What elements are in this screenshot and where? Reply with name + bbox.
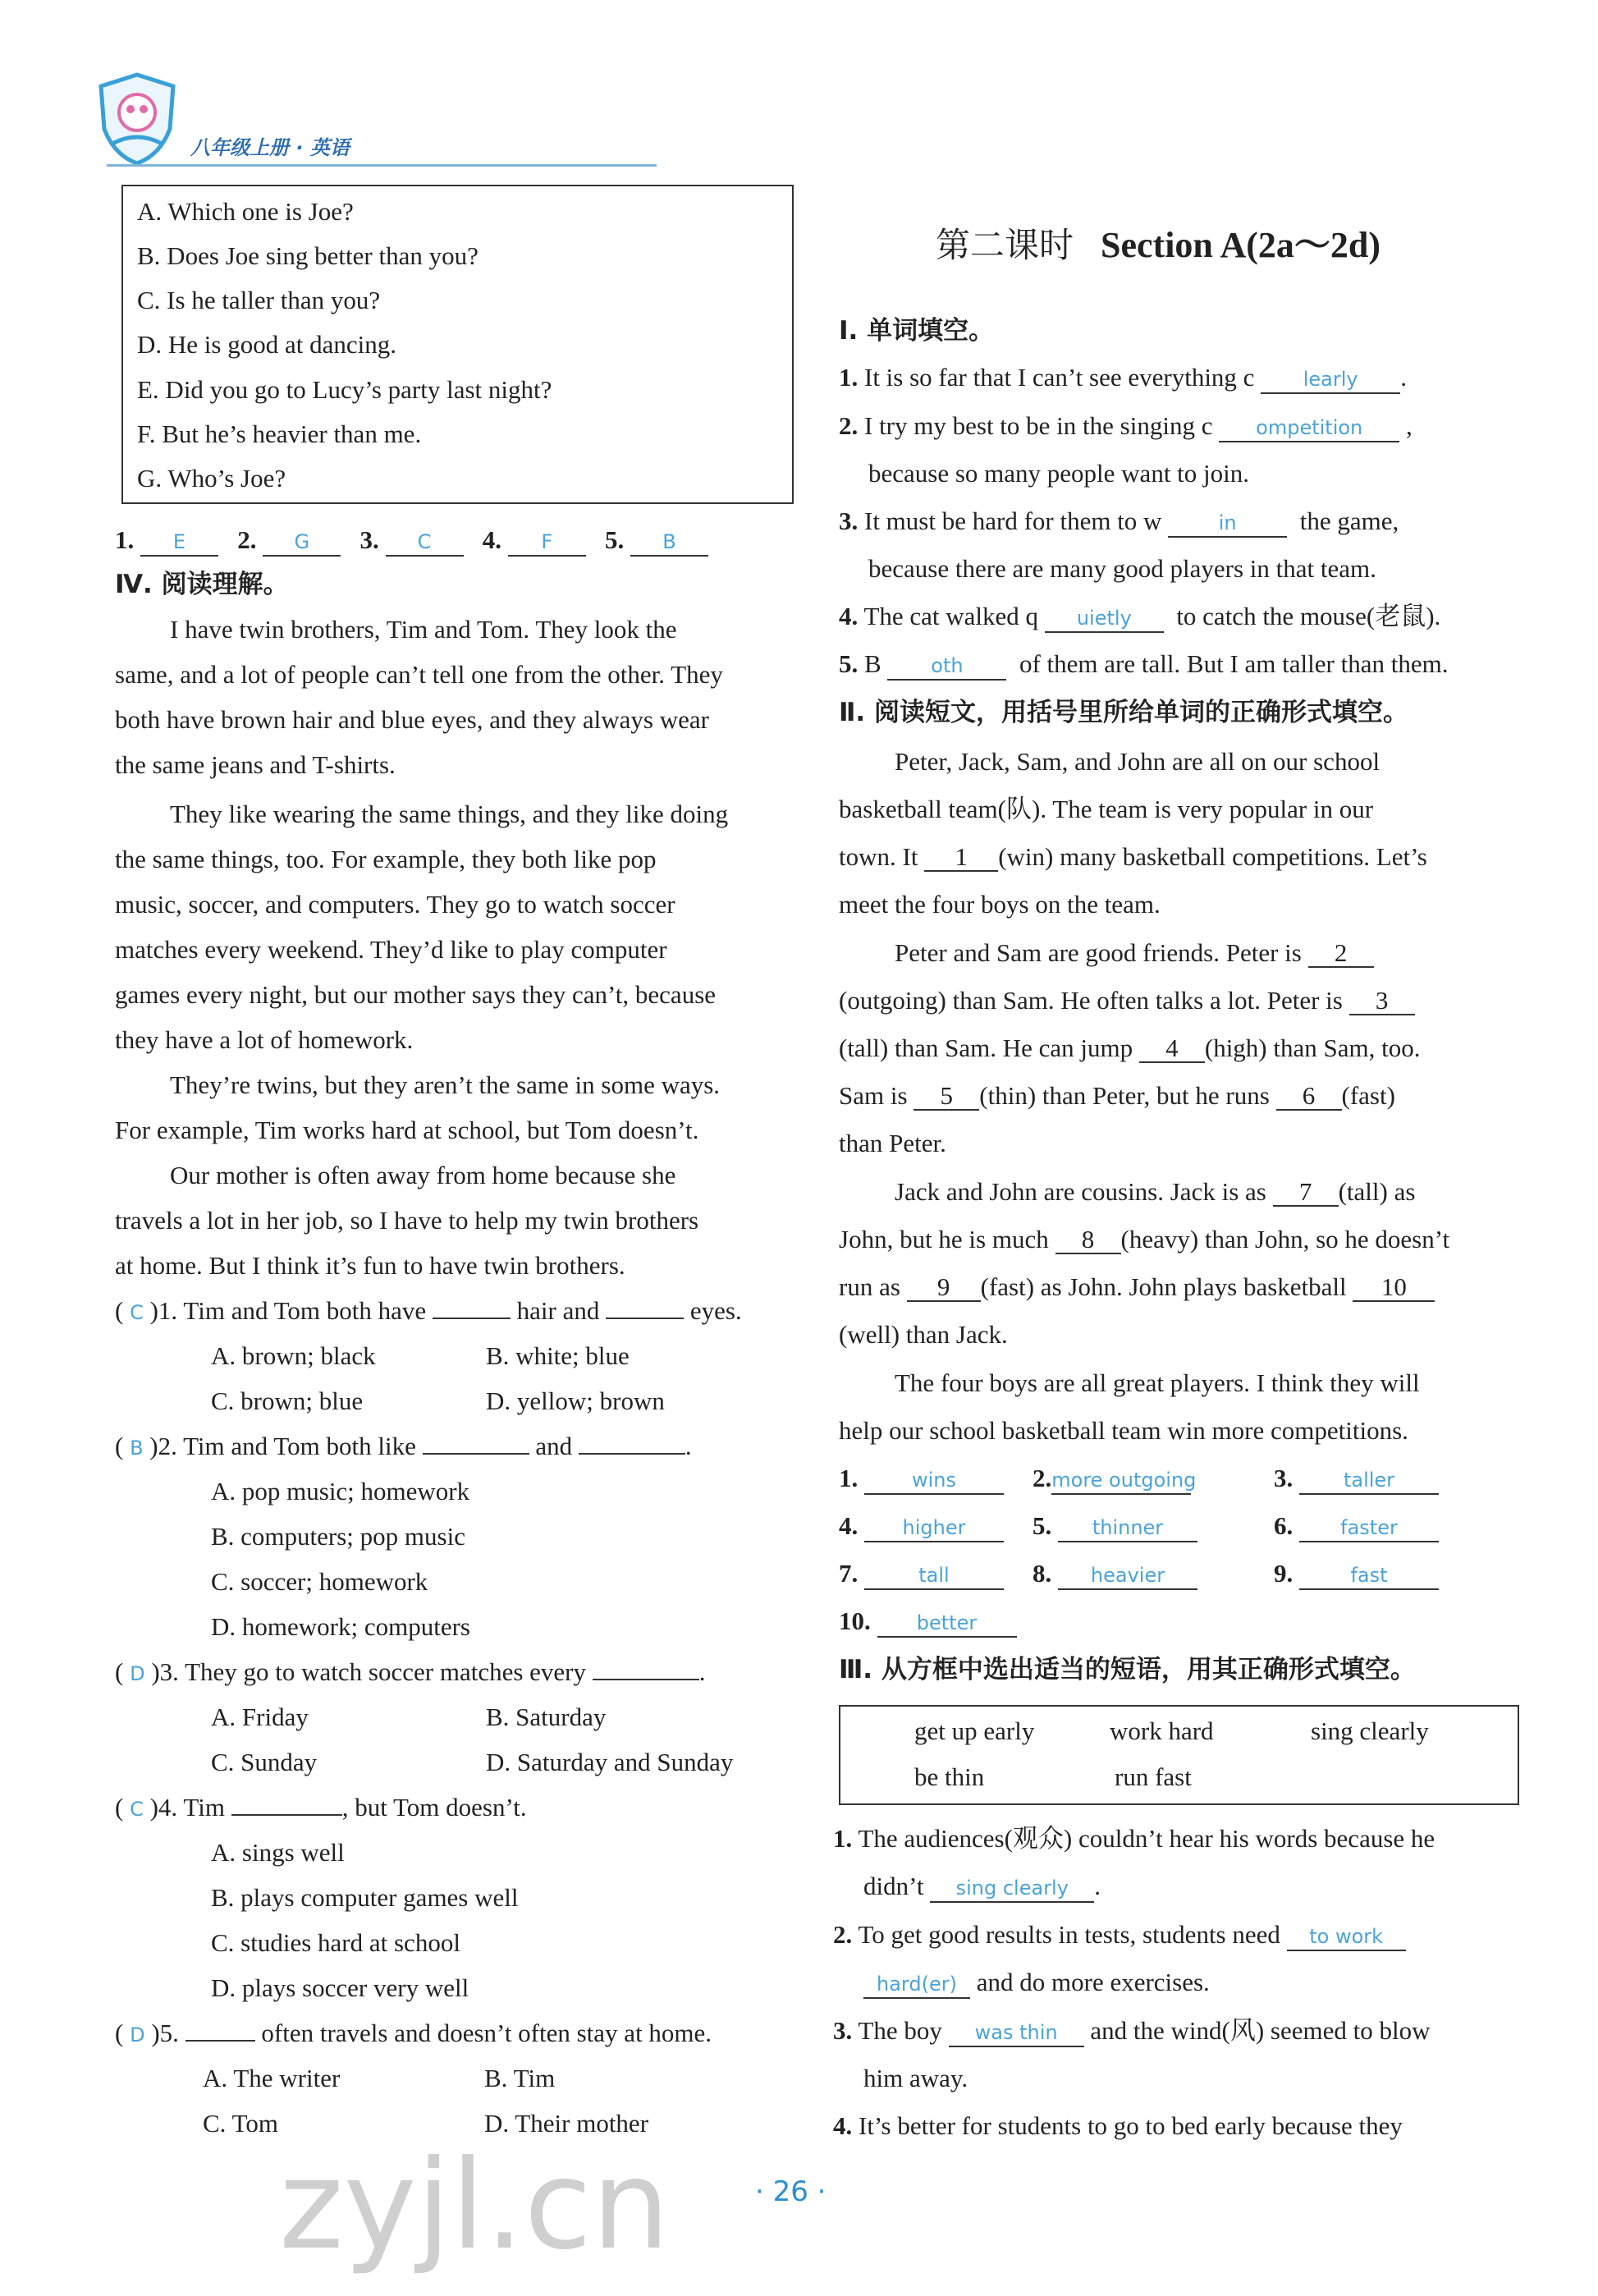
word-blank[interactable]: uietly	[1045, 605, 1164, 633]
s2-line: (outgoing) than Sam. He often talks a lot. Peter is 3	[839, 984, 1415, 1017]
blank[interactable]	[185, 2040, 255, 2042]
answer-blank[interactable]: B	[630, 529, 708, 557]
phrase-blank[interactable]: hard(er)	[863, 1971, 970, 1999]
q4-opt-a: A. sings well	[211, 1838, 345, 1867]
numbered-blank[interactable]: 8	[1055, 1226, 1121, 1254]
answer-choice[interactable]: C	[130, 1798, 144, 1821]
blank[interactable]	[606, 1318, 684, 1319]
question-1: ( C )1. Tim and Tom both have hair and eyes.	[115, 1296, 742, 1325]
q5-opt-a: A. The writer	[203, 2064, 341, 2092]
answers-row: 1. E 2. G 3. C 4. F 5. B	[115, 524, 708, 557]
phrase-item: work hard	[1110, 1716, 1214, 1745]
s2-line: Jack and John are cousins. Jack is as 7 (tall) as	[895, 1177, 1416, 1206]
phrase-item: sing clearly	[1311, 1716, 1429, 1745]
word-blank[interactable]: oth	[887, 653, 1006, 681]
passage-line: They’re twins, but they aren’t the same in some ways.	[170, 1070, 721, 1099]
lesson-title: 第二课时 Section A(2a～2d)	[936, 225, 1381, 265]
q2-opt-a: A. pop music; homework	[211, 1477, 470, 1505]
phrase-item: get up early	[914, 1716, 1035, 1745]
word-blank[interactable]: ompetition	[1219, 415, 1399, 442]
option-f: F. But he’s heavier than me.	[137, 419, 422, 448]
s2-answer-3: 3. taller	[1274, 1462, 1439, 1495]
s1-q3: 3. It must be hard for them to w in the game,	[839, 505, 1399, 538]
q5-opt-b: B. Tim	[484, 2064, 556, 2092]
numbered-blank[interactable]: 9	[907, 1274, 981, 1302]
passage-line: I have twin brothers, Tim and Tom. They look the	[170, 615, 677, 644]
word-blank[interactable]: learly	[1261, 366, 1400, 394]
s2-line: Sam is 5 (thin) than Peter, but he runs 6 (fast)	[839, 1081, 1395, 1110]
s2-line: than Peter.	[839, 1129, 946, 1157]
header-title: 八年级上册 · 英语	[190, 136, 350, 159]
phrase-item: run fast	[1115, 1762, 1192, 1791]
numbered-blank[interactable]: 1	[924, 844, 998, 872]
q3-opt-d: D. Saturday and Sunday	[486, 1748, 734, 1776]
phrase-blank[interactable]: was thin	[949, 2019, 1084, 2047]
passage-line: the same jeans and T-shirts.	[115, 750, 396, 779]
s2-line: run as 9 (fast) as John. John plays basketball 10	[839, 1271, 1435, 1304]
s2-answer-2: 2.more outgoing	[1033, 1462, 1191, 1495]
s2-line: town. It 1 (win) many basketball competitions. Let’s	[839, 842, 1427, 871]
passage-line: They like wearing the same things, and they like doing	[170, 800, 729, 828]
s2-line: meet the four boys on the team.	[839, 890, 1161, 919]
question-2: ( B )2. Tim and Tom both like and .	[115, 1432, 692, 1460]
answer-blank[interactable]: G	[263, 529, 341, 557]
phrase-item: be thin	[914, 1762, 985, 1791]
s2-answer-1: 1. wins	[839, 1462, 1004, 1495]
s1-q5: 5. B oth of them are tall. But I am taller than them.	[839, 648, 1448, 681]
q2-opt-d: D. homework; computers	[211, 1612, 470, 1641]
s2-line: help our school basketball team win more competitions.	[839, 1416, 1408, 1445]
blank[interactable]	[593, 1679, 699, 1680]
q3-opt-c: C. Sunday	[211, 1748, 318, 1776]
s2-line: (tall) than Sam. He can jump 4 (high) than Sam, too.	[839, 1033, 1421, 1062]
answer-choice[interactable]: D	[130, 2023, 145, 2046]
s2-answer-4: 4. higher	[839, 1510, 1004, 1542]
numbered-blank[interactable]: 3	[1349, 988, 1415, 1015]
section3-title: Ⅲ. 从方框中选出适当的短语，用其正确形式填空。	[839, 1655, 1416, 1684]
passage-line: Our mother is often away from home because she	[170, 1161, 676, 1189]
option-d: D. He is good at dancing.	[137, 330, 396, 359]
watermark: zyjl.cn	[279, 2134, 671, 2277]
passage-line: games every night, but our mother says they can’t, because	[115, 980, 717, 1009]
s2-answer-10: 10. better	[839, 1605, 1017, 1638]
answer-blank[interactable]: C	[386, 529, 464, 557]
option-g: G. Who’s Joe?	[137, 464, 286, 493]
q5-opt-d: D. Their mother	[484, 2109, 649, 2138]
q1-opt-c: C. brown; blue	[211, 1386, 364, 1415]
answer-blank[interactable]: E	[140, 529, 218, 557]
numbered-blank[interactable]: 2	[1308, 940, 1374, 968]
q5-opt-c: C. Tom	[203, 2109, 279, 2138]
phrase-blank[interactable]: to work	[1287, 1923, 1406, 1951]
passage-line: travels a lot in her job, so I have to help my twin brothers	[115, 1206, 699, 1235]
answer-blank[interactable]: fast	[1299, 1562, 1439, 1590]
option-c: C. Is he taller than you?	[137, 286, 381, 314]
header-divider	[107, 164, 657, 167]
q4-opt-b: B. plays computer games well	[211, 1883, 519, 1912]
numbered-blank[interactable]: 4	[1139, 1035, 1205, 1063]
question-5: ( D )5. often travels and doesn’t often stay at home.	[115, 2019, 712, 2047]
s2-line: John, but he is much 8 (heavy) than John, so he doesn’t	[839, 1225, 1450, 1253]
page-number: · 26 ·	[755, 2175, 826, 2208]
s3-q2-cont: hard(er) and do more exercises.	[863, 1966, 1210, 1999]
numbered-blank[interactable]: 7	[1273, 1179, 1339, 1207]
passage-line: same, and a lot of people can’t tell one from the other. They	[115, 660, 723, 689]
blank[interactable]	[231, 1814, 342, 1816]
answer-blank[interactable]: higher	[864, 1515, 1004, 1542]
passage-line: they have a lot of homework.	[115, 1025, 414, 1054]
option-b: B. Does Joe sing better than you?	[137, 241, 478, 270]
q2-opt-c: C. soccer; homework	[211, 1567, 428, 1596]
s3-q3: 3. The boy was thin and the wind(风) seemed to blow	[833, 2014, 1431, 2047]
s1-q3-cont: because there are many good players in that team.	[868, 554, 1376, 583]
passage-line: both have brown hair and blue eyes, and they always wear	[115, 705, 709, 734]
s2-answer-9: 9. fast	[1274, 1557, 1439, 1590]
answer-blank[interactable]: thinner	[1058, 1515, 1197, 1542]
answer-blank[interactable]: heavier	[1058, 1562, 1197, 1590]
q4-opt-c: C. studies hard at school	[211, 1928, 460, 1957]
s2-answer-6: 6. faster	[1274, 1510, 1439, 1542]
s2-answer-7: 7. tall	[839, 1557, 1004, 1590]
answer-blank[interactable]: taller	[1299, 1467, 1439, 1495]
passage-line: matches every weekend. They’d like to play computer	[115, 935, 667, 964]
s1-q2: 2. I try my best to be in the singing c ompetition ,	[839, 410, 1413, 442]
q2-opt-b: B. computers; pop music	[211, 1522, 465, 1551]
s2-line: The four boys are all great players. I think they will	[895, 1368, 1420, 1397]
q1-opt-a: A. brown; black	[211, 1341, 376, 1370]
section1-title: Ⅰ. 单词填空。	[839, 316, 995, 346]
question-3: ( D )3. They go to watch soccer matches every .	[115, 1657, 706, 1686]
answer-blank[interactable]: tall	[864, 1562, 1004, 1590]
answer-blank[interactable]: F	[508, 529, 586, 557]
numbered-blank[interactable]: 5	[913, 1083, 979, 1111]
question-4: ( C )4. Tim , but Tom doesn’t.	[115, 1793, 527, 1822]
q4-opt-d: D. plays soccer very well	[211, 1973, 469, 2002]
s3-q4: 4. It’s better for students to go to bed early because they	[833, 2111, 1403, 2140]
s2-line: (well) than Jack.	[839, 1320, 1008, 1349]
s2-answer-5: 5. thinner	[1033, 1510, 1197, 1542]
section4-title: Ⅳ. 阅读理解。	[115, 570, 289, 599]
answer-choice[interactable]: C	[130, 1301, 144, 1324]
blank[interactable]	[579, 1453, 685, 1455]
blank[interactable]	[423, 1453, 529, 1455]
s2-line: Peter and Sam are good friends. Peter is 2	[895, 937, 1374, 969]
numbered-blank[interactable]: 10	[1353, 1274, 1435, 1302]
answer-blank[interactable]: better	[877, 1610, 1017, 1638]
word-blank[interactable]: in	[1168, 510, 1287, 538]
answer-choice[interactable]: D	[130, 1662, 145, 1685]
passage-line: music, soccer, and computers. They go to watch soccer	[115, 890, 675, 919]
passage-line: at home. But I think it’s fun to have twin brothers.	[115, 1251, 625, 1280]
phrase-blank[interactable]: sing clearly	[930, 1875, 1094, 1903]
s2-answer-8: 8. heavier	[1033, 1557, 1197, 1590]
section2-title: Ⅱ. 阅读短文，用括号里所给单词的正确形式填空。	[839, 698, 1408, 727]
s3-q2: 2. To get good results in tests, students need to work	[833, 1918, 1406, 1951]
school-logo	[94, 70, 181, 168]
passage-line: the same things, too. For example, they both like pop	[115, 845, 657, 873]
s1-q1: 1. It is so far that I can’t see everything c learly .	[839, 361, 1407, 394]
answer-blank[interactable]: wins	[864, 1467, 1004, 1495]
s2-line: basketball team(队). The team is very popular in our	[839, 795, 1374, 823]
answer-blank[interactable]: faster	[1299, 1515, 1439, 1542]
numbered-blank[interactable]: 6	[1276, 1083, 1342, 1111]
s3-q1-cont: didn’t sing clearly .	[863, 1870, 1101, 1903]
q3-opt-b: B. Saturday	[486, 1703, 607, 1731]
option-a: A. Which one is Joe?	[137, 197, 354, 226]
q3-opt-a: A. Friday	[211, 1703, 309, 1731]
s3-q3-cont: him away.	[863, 2064, 968, 2092]
s3-q1: 1. The audiences(观众) couldn’t hear his words because he	[833, 1824, 1435, 1853]
option-e: E. Did you go to Lucy’s party last night?	[137, 375, 552, 404]
q1-opt-b: B. white; blue	[486, 1341, 630, 1370]
s2-line: Peter, Jack, Sam, and John are all on our school	[895, 747, 1381, 776]
blank[interactable]	[433, 1318, 511, 1319]
answer-choice[interactable]: B	[130, 1437, 144, 1460]
s1-q4: 4. The cat walked q uietly to catch the mouse(老鼠).	[839, 600, 1440, 633]
passage-line: For example, Tim works hard at school, but Tom doesn’t.	[115, 1116, 699, 1144]
q1-opt-d: D. yellow; brown	[486, 1386, 665, 1415]
answer-blank[interactable]: more outgoing	[1051, 1467, 1191, 1495]
s1-q2-cont: because so many people want to join.	[868, 459, 1250, 488]
